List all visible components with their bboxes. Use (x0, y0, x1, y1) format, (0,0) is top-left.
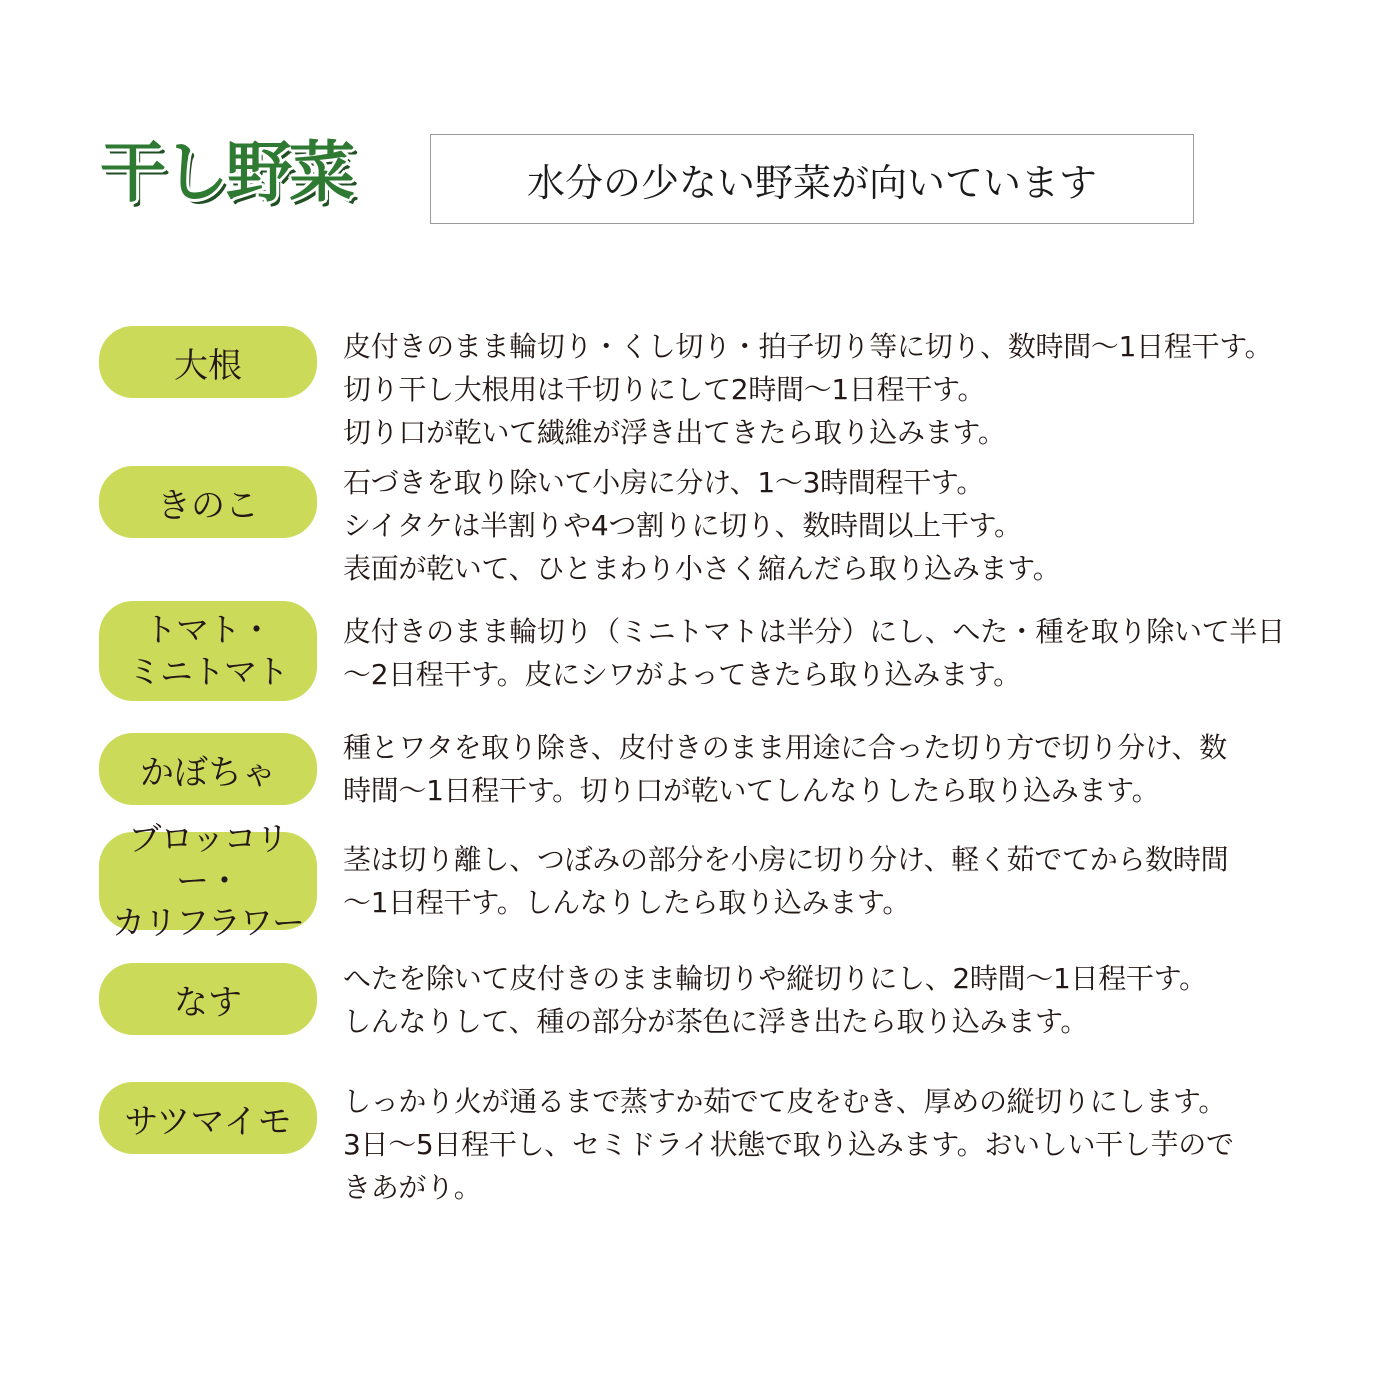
description-line: 皮付きのまま輪切り・くし切り・拍子切り等に切り、数時間〜1日程干す。 (343, 330, 1273, 363)
vegetable-description-broccoli (343, 838, 1343, 924)
description-line: 切り干し大根用は千切りにして2時間〜1日程干す。 (343, 373, 986, 406)
description-line: 時間〜1日程干す。切り口が乾いてしんなりしたら取り込みます。 (343, 774, 1160, 807)
subtitle-text: 水分の少ない野菜が向いています (526, 160, 1097, 205)
vegetable-description-tomato (343, 610, 1343, 696)
description-line: 3日〜5日程干し、セミドライ状態で取り込みます。おいしい干し芋ので (343, 1128, 1234, 1161)
description-line: 切り口が乾いて繊維が浮き出てきたら取り込みます。 (343, 416, 1006, 449)
description-line: 皮付きのまま輪切り（ミニトマトは半分）にし、へた・種を取り除いて半日 (343, 615, 1285, 648)
vegetable-description-nasu (343, 957, 1343, 1043)
description-line: 〜2日程干す。皮にシワがよってきたら取り込みます。 (343, 658, 1021, 691)
vegetable-label-broccoli: ブロッコリー・ カリフラワー (99, 832, 317, 930)
vegetable-description-satsumaimo (343, 1080, 1343, 1209)
vegetable-label-daikon: 大根 (99, 326, 317, 398)
vegetable-description-daikon (343, 325, 1343, 454)
description-line: 石づきを取り除いて小房に分け、1〜3時間程干す。 (343, 466, 985, 499)
description-line: へたを除いて皮付きのまま輪切りや縦切りにし、2時間〜1日程干す。 (343, 962, 1207, 995)
description-line: しっかり火が通るまで蒸すか茹でて皮をむき、厚めの縦切りにします。 (343, 1085, 1227, 1118)
description-line: しんなりして、種の部分が茶色に浮き出たら取り込みます。 (343, 1005, 1089, 1038)
vegetable-label-kabocha: かぼちゃ (99, 733, 317, 805)
description-line: きあがり。 (343, 1171, 482, 1204)
vegetable-description-kinoko (343, 461, 1343, 590)
description-line: 種とワタを取り除き、皮付きのまま用途に合った切り方で切り分け、数 (343, 731, 1227, 764)
vegetable-label-kinoko: きのこ (99, 466, 317, 538)
vegetable-label-nasu: なす (99, 963, 317, 1035)
description-line: 茎は切り離し、つぼみの部分を小房に切り分け、軽く茹でてから数時間 (343, 843, 1229, 876)
description-line: 表面が乾いて、ひとまわり小さく縮んだら取り込みます。 (343, 552, 1061, 585)
page-title: 干し野菜 (100, 134, 352, 211)
vegetable-label-satsumaimo: サツマイモ (99, 1082, 317, 1154)
description-line: 〜1日程干す。しんなりしたら取り込みます。 (343, 886, 911, 919)
description-line: シイタケは半割りや4つ割りに切り、数時間以上干す。 (343, 509, 1022, 542)
vegetable-label-tomato: トマト・ ミニトマト (99, 601, 317, 701)
vegetable-description-kabocha (343, 726, 1343, 812)
